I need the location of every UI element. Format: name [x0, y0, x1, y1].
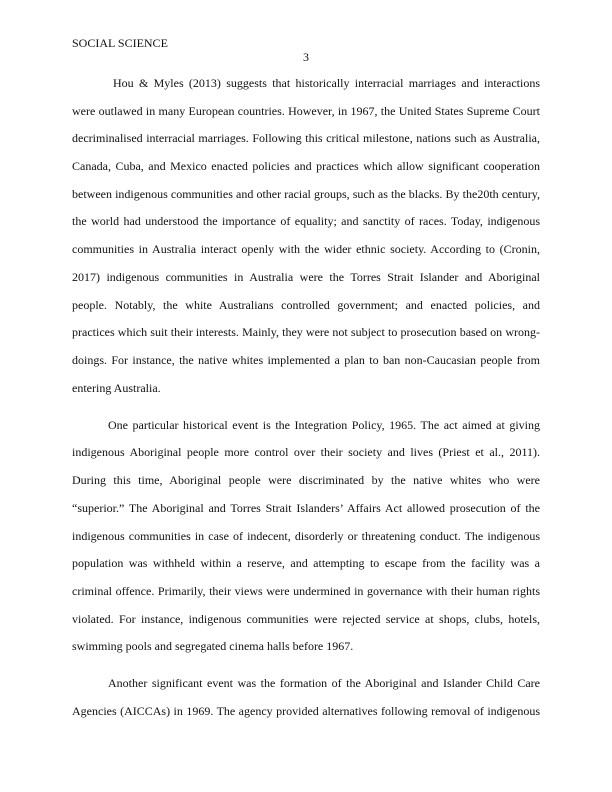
document-body	[72, 70, 540, 735]
text-line: decriminalised interracial marriages. Following this critical milestone, nations such as Australia,	[72, 131, 540, 146]
text-line: Hou & Myles (2013) suggests that historically interracial marriages and interactions	[113, 76, 540, 90]
text-line: communities in Australia interact openly with the wider ethnic society. According to (Cronin,	[72, 242, 540, 257]
text-line: doings. For instance, the native whites implemented a plan to ban non-Caucasian people from	[72, 352, 540, 367]
paragraph	[72, 412, 540, 661]
text-line: people. Notably, the white Australians controlled government; and enacted policies, and	[72, 297, 540, 312]
text-line: entering Australia.	[72, 380, 161, 395]
text-line: One particular historical event is the Integration Policy, 1965. The act aimed at giving	[108, 417, 540, 432]
text-line: indigenous Aboriginal people more control over their society and lives (Priest et al., 2011).	[72, 445, 540, 460]
text-line: violated. For instance, indigenous communities were rejected service at shops, clubs, hotels,	[72, 611, 540, 626]
text-line: criminal offence. Primarily, their views were undermined in governance with their human rights	[72, 583, 540, 598]
paragraph	[72, 70, 540, 402]
text-line: 2017) indigenous communities in Australia were the Torres Strait Islander and Aboriginal	[72, 269, 540, 284]
text-line: practices which suit their interests. Mainly, they were not subject to prosecution based on wrong-	[72, 325, 540, 340]
page-number: 3	[303, 50, 309, 64]
text-line: Canada, Cuba, and Mexico enacted policies and practices which allow significant cooperation	[72, 159, 540, 174]
paragraph	[72, 670, 540, 725]
text-line: between indigenous communities and other racial groups, such as the blacks. By the20th century,	[72, 186, 540, 201]
text-line: swimming pools and segregated cinema halls before 1967.	[72, 639, 354, 654]
text-line: the world had understood the importance of equality; and sanctity of races. Today, indigenous	[72, 214, 540, 229]
text-line: “superior.” The Aboriginal and Torres Strait Islanders’ Affairs Act allowed prosecution of the	[72, 500, 540, 515]
text-line: Another significant event was the formation of the Aboriginal and Islander Child Care	[108, 676, 540, 691]
text-line: Agencies (AICCAs) in 1969. The agency provided alternatives following removal of indigenous	[72, 704, 540, 719]
text-line: population was withheld within a reserve, and attempting to escape from the facility was a	[72, 556, 540, 571]
text-line: were outlawed in many European countries. However, in 1967, the United States Supreme Court	[72, 103, 540, 118]
running-head: SOCIAL SCIENCE	[72, 36, 168, 50]
text-line: During this time, Aboriginal people were discriminated by the native whites who were	[72, 473, 540, 488]
text-line: indigenous communities in case of indecent, disorderly or threatening conduct. The indigenous	[72, 528, 540, 543]
